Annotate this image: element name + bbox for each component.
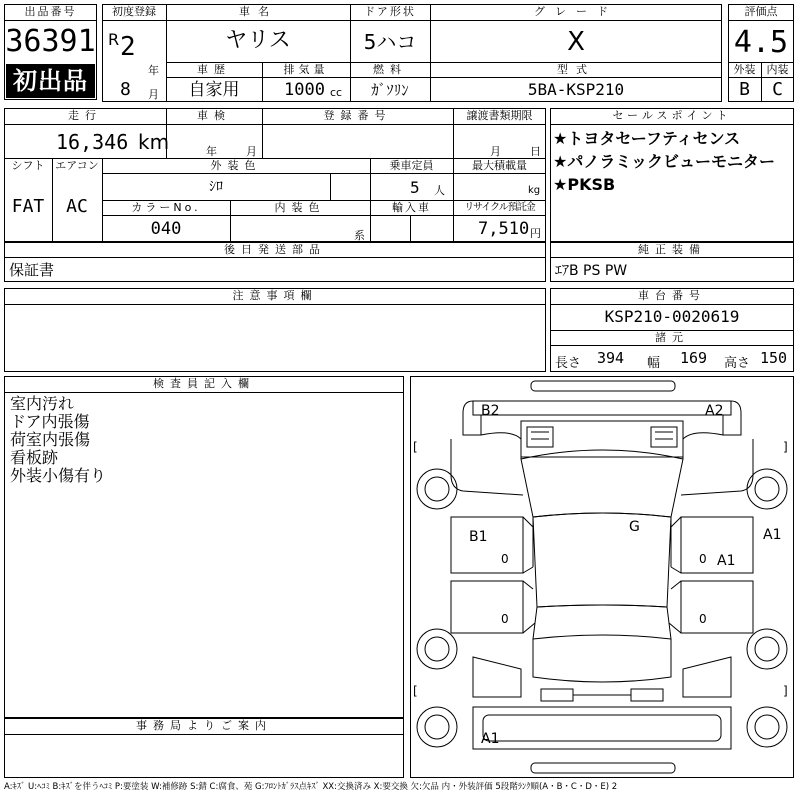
regno-label: 登録番号	[323, 109, 392, 122]
reg-era: R	[108, 30, 120, 49]
genuine-label: 純正装備	[638, 243, 706, 256]
office-label: 事務局よりご案内	[136, 719, 272, 732]
model: 5BA-KSP210	[527, 80, 625, 99]
int-color-unit: 系	[354, 229, 365, 242]
inspection-month-unit: 月	[246, 145, 257, 158]
aircon-label: エアコン	[55, 159, 99, 172]
grade-label: グレード	[534, 5, 618, 18]
inspector-line-1: 室内汚れ	[10, 394, 75, 413]
exterior-grade: B	[739, 79, 750, 100]
max-load-unit: kg	[528, 185, 541, 196]
aircon: AC	[66, 196, 88, 217]
capacity: 5	[410, 178, 420, 197]
sales-point-1: ★トヨタセーフティセンス	[553, 129, 741, 148]
displacement: 1000	[284, 80, 325, 100]
notes-label: 注意事項欄	[232, 289, 318, 302]
fuel: ｶﾞｿﾘﾝ	[371, 81, 409, 99]
capacity-label: 乗車定員	[389, 159, 434, 172]
zero-1: 0	[501, 552, 509, 566]
sales-point-3: ★PKSB	[553, 175, 616, 194]
zero-4: 0	[699, 612, 707, 626]
interior-grade: C	[772, 79, 783, 100]
ext-color: ｼﾛ	[209, 179, 223, 195]
capacity-unit: 人	[434, 184, 445, 197]
lot-label: 出品番号	[24, 5, 77, 18]
car-name: ヤリス	[225, 28, 291, 53]
height-value: 150	[760, 349, 788, 367]
displacement-unit: cc	[330, 86, 343, 99]
car-name-label: 車名	[239, 5, 277, 18]
chassis-number: KSP210-0020619	[604, 307, 740, 326]
exterior-label: 外装	[733, 63, 756, 76]
mileage-label: 走行	[68, 109, 102, 122]
inspector-line-3: 荷室内張傷	[10, 430, 91, 449]
genuine-value: ｴｱB PS PW	[555, 263, 628, 279]
sales-point-2: ★パノラミックビューモニター	[553, 152, 776, 171]
int-color-label: 内装色	[274, 201, 326, 214]
bracket-left-1: [	[413, 440, 418, 454]
legend-text: A:ｷｽﾞ U:ﾍｺﾐ B:ｷｽﾞを伴うﾍｺﾐ P:要塗装 W:補修跡 S:錆 C:腐食、苑 G:ﾌﾛﾝﾄｶﾞﾗｽ点ｷｽﾞ XX:交換済み X:要交換 欠:欠品 内・外装評価 5段階ﾗﾝｸ順(A・B・C・D・E) 2	[4, 782, 618, 792]
shift-label: シフト	[11, 159, 45, 172]
width-value: 169	[680, 349, 708, 367]
height-label: 高さ	[724, 356, 751, 371]
mileage: 16,346	[56, 130, 129, 154]
bracket-left-2: [	[413, 684, 418, 698]
inspector-line-5: 外装小傷有り	[10, 466, 107, 485]
recycle-label: リサイクル預託金	[464, 202, 535, 213]
length-label: 長さ	[555, 356, 582, 371]
score-label: 評価点	[744, 5, 778, 18]
mark-b1: B1	[469, 529, 488, 545]
transfer-month-unit: 月	[490, 145, 501, 158]
inspector-line-4: 看板跡	[10, 448, 59, 467]
interior-label: 内装	[766, 63, 789, 76]
zero-3: 0	[699, 552, 707, 566]
car-diagram	[411, 377, 793, 777]
later-parts-value: 保証書	[9, 261, 55, 279]
dimensions-label: 諸元	[655, 331, 689, 344]
door-type: 5ハコ	[363, 30, 417, 54]
ext-color-label: 外装色	[210, 159, 262, 172]
bracket-right-1: ]	[783, 440, 788, 454]
chassis-label: 車台番号	[638, 289, 706, 302]
door-label: ドア形状	[364, 5, 416, 18]
car-diagram-box	[410, 376, 794, 778]
reg-year: 2	[120, 32, 136, 62]
history: 自家用	[188, 80, 240, 100]
recycle-unit: 円	[530, 227, 541, 240]
displacement-label: 排気量	[283, 63, 329, 76]
inspector-label: 検査員記入欄	[153, 377, 255, 390]
mark-b2: B2	[481, 403, 500, 419]
mark-a1-rear: A1	[481, 731, 500, 747]
mark-a1-center: A1	[717, 553, 736, 569]
inspector-line-2: ドア内張傷	[10, 412, 90, 431]
later-parts-label: 後日発送部品	[224, 243, 326, 256]
lot-number: 36391	[5, 24, 96, 59]
length-value: 394	[597, 349, 625, 367]
width-label: 幅	[647, 356, 661, 371]
max-load-label: 最大積載量	[472, 159, 527, 172]
reg-label: 初度登録	[112, 5, 156, 18]
recycle: 7,510	[478, 219, 530, 239]
mileage-unit: km	[138, 130, 170, 154]
mark-a2: A2	[705, 403, 724, 419]
reg-year-unit: 年	[148, 64, 159, 77]
inspection-year-unit: 年	[206, 145, 217, 158]
first-listing-text: 初出品	[13, 67, 88, 95]
reg-month-unit: 月	[148, 88, 159, 101]
score: 4.5	[733, 25, 789, 60]
bracket-right-2: ]	[783, 684, 788, 698]
transfer-day-unit: 日	[530, 145, 541, 158]
color-no-label: カラーNo.	[131, 201, 201, 214]
shift: FAT	[11, 196, 45, 217]
model-label: 型式	[557, 63, 595, 76]
mark-a1-right: A1	[763, 527, 782, 543]
zero-2: 0	[501, 612, 509, 626]
sales-points-label: セールスポイント	[612, 109, 732, 122]
info-grid	[4, 108, 546, 242]
inspection-label: 車検	[197, 109, 231, 122]
import-label: 輸入車	[392, 201, 431, 214]
reg-month: 8	[120, 79, 131, 100]
mark-g: G	[629, 519, 640, 535]
transfer-label: 譲渡書類期限	[466, 109, 533, 122]
grade: X	[567, 27, 585, 57]
history-label: 車歴	[197, 63, 231, 76]
color-no: 040	[150, 219, 182, 239]
fuel-label: 燃料	[373, 63, 407, 76]
